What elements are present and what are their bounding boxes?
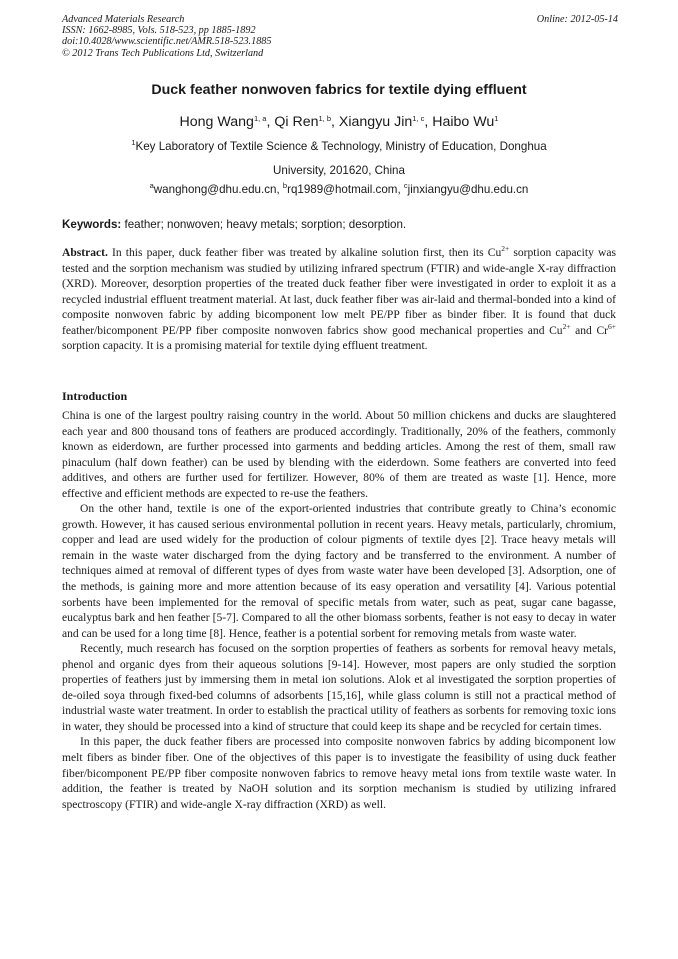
email-superscript: a <box>149 181 154 190</box>
email-address: rq1989@hotmail.com <box>287 183 398 196</box>
issn-line: ISSN: 1662-8985, Vols. 518-523, pp 1885-1892 <box>62 25 256 37</box>
section-heading: Introduction <box>62 389 128 403</box>
keywords <box>62 218 618 231</box>
author-separator: , <box>266 114 275 130</box>
journal-name: Advanced Materials Research <box>62 14 185 25</box>
abstract-text: In this paper, duck feather fiber was treated by alkaline solution first, then its Cu <box>107 247 502 259</box>
paragraph: Recently, much research has focused on the sorption properties of feathers as sorbents for removal heavy metals, phenol and organic dyes from their aqueous solutions [9-14]. However, most papers are only studied the sorption properties of feathers just by immersing them in metal ion solutions. Alok et al investigated the sorption properties of de-oiled soya through fixed-bed columns of adsorbents [15,16], while glass column is still not a practical method of industrial waste water treatment. In order to establish the practical utility of feathers as sorbents for removing toxic ions in water, they should be processed into a kind of structure that could keep its shape and be recycled for certain times. <box>62 643 616 733</box>
affiliation-line-1 <box>0 140 678 153</box>
author-separator: , <box>331 114 339 130</box>
paper-title: Duck feather nonwoven fabrics for textile dying effluent <box>151 82 527 98</box>
author-separator: , <box>424 114 433 130</box>
email-address: jinxiangyu@dhu.edu.cn <box>407 183 529 196</box>
affiliation-superscript: 1 <box>131 138 136 147</box>
author-name: Haibo Wu <box>432 114 495 130</box>
doi-line: doi:10.4028/www.scientific.net/AMR.518-523.1885 <box>62 36 272 48</box>
keywords-text: feather; nonwoven; heavy metals; sorption; desorption. <box>121 218 407 231</box>
paragraph: In this paper, the duck feather fibers are processed into composite nonwoven fabrics by adding bicomponent low melt fibers as binder fiber. One of the objectives of this paper is to investigate the feasibility of using duck feather fiber/bicomponent PE/PP fiber composite nonwoven fabrics to remove heavy metal ions from textile waste water. In addition, the feather is treated by NaOH solution and its sorption mechanism is studied by utilizing infrared spectroscopy (FTIR) and wide-angle X-ray diffraction (XRD) as well. <box>62 736 616 811</box>
copyright-line: © 2012 Trans Tech Publications Ltd, Switzerland <box>62 47 264 59</box>
abstract-text: sorption capacity. It is a promising material for textile dying effluent treatment. <box>62 340 428 353</box>
author-superscript: 1, c <box>412 114 425 123</box>
author-superscript: 1, a <box>253 114 267 123</box>
online-date: Online: 2012-05-14 <box>536 14 618 25</box>
email-address: wanghong@dhu.edu.cn <box>153 183 277 196</box>
author-superscript: 1 <box>494 114 499 123</box>
email-superscript: c <box>403 181 408 190</box>
author-name: Qi Ren <box>274 114 319 130</box>
author-name: Xiangyu Jin <box>338 114 413 130</box>
journal-header <box>62 14 618 59</box>
email-superscript: b <box>282 181 288 190</box>
email-list: $^a$wanghong@dhu.edu.cn, $^b$rq1989@hotmail.com, $^c$jinxiangyu@dhu.edu.cn <box>149 181 529 196</box>
abstract-text: sorption capacity was tested and the sorption mechanism was studied by utilizing infrared spectrum (FTIR) and wide-angle X-ray diffraction (XRD). Moreover, desorption properties of the treated duck feather fiber were investigated in order to exploit it as a recycled industrial effluent treatment material. At last, duck feather fiber was air-laid and thermal-bonded into a kind of composite nonwoven fabric by adding bicomponent low melt PE/PP fiber as binder fiber. It is found that duck feather/bicomponent PE/PP fiber composite nonwoven fabrics show good mechanical properties and Cu <box>62 247 616 337</box>
abstract <box>62 246 616 355</box>
keywords-label: Keywords: <box>62 218 122 231</box>
author-name: Hong Wang <box>179 114 254 130</box>
ion-charge: 6+ <box>608 321 616 331</box>
abstract-label: Abstract. <box>62 247 108 259</box>
affiliation-text: Key Laboratory of Textile Science & Technology, Ministry of Education, Donghua <box>135 140 547 153</box>
introduction-body <box>62 409 616 813</box>
paragraph: On the other hand, textile is one of the export-oriented industries that contribute greatly to China’s economic growth. However, it has caused serious environmental pollution in recent years. Heavy metals, particularly, chromium, copper and lead are used widely for the production of colour pigments of textile dyes [2]. Trace heavy metals will remain in the waste water discharged from the dying factory and be transferred to the environment. A number of techniques aimed at removal of different types of dyes from waste water have been developed [3]. Adsorption, one of the methods, is gaining more and more attention because of its easy operation and versatility [4]. Various potential sorbents have been implemented for the removal of specific metals from water, such as peat, sugar cane bagasse, eucalyptus bark and hen feather [5-7]. Compared to all the other biomass sorbents, feather is not easy to decay in water and can be used for a long time [8]. Hence, feather is a potential sorbent for removing metals from waste water. <box>62 503 616 640</box>
abstract-text: and Cr <box>570 324 608 337</box>
author-superscript: 1, b <box>318 114 332 123</box>
author-list <box>0 114 678 130</box>
affiliation-line-2: University, 201620, China <box>273 164 405 177</box>
ion-charge: 2+ <box>562 321 571 331</box>
ion-charge: 2+ <box>501 244 510 253</box>
paragraph: China is one of the largest poultry raising country in the world. About 50 million chickens and ducks are slaughtered each year and 800 thousand tons of feathers are produced accordingly. Traditionally, 20% of the feathers, commonly known as eiderdown, are further processed into garments and bedding articles. Among the rest of them, small raw pinaculum (half down feather) can be used by blending with the eiderdown. Some feathers are converted into feed additives, and others are further used for fertilizer. However, 80% of them are treated as waste [1]. Hence, more effective and efficient methods are expected to re-use the feathers. <box>62 410 616 500</box>
